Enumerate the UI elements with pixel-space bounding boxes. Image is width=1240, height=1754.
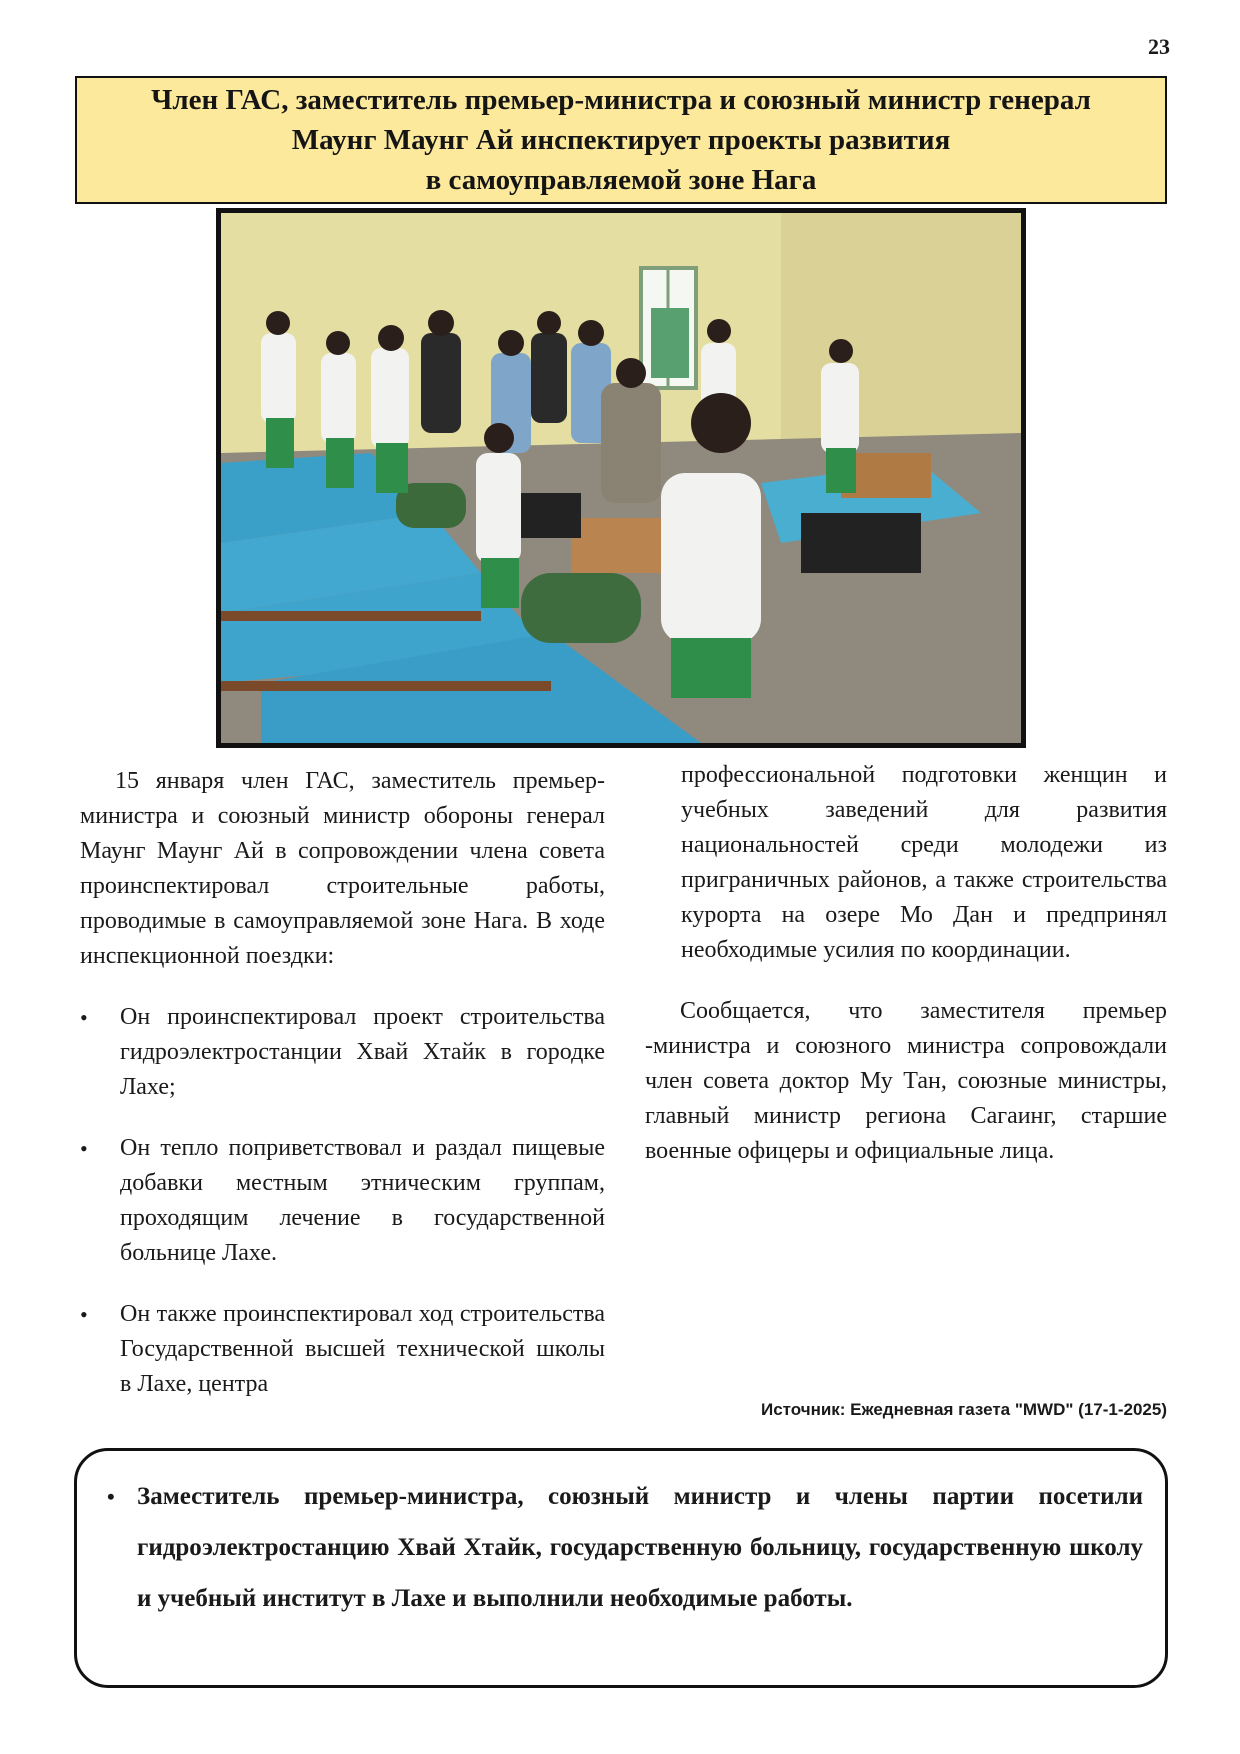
summary-bullet: • <box>107 1484 115 1509</box>
summary-item <box>97 1471 1143 1624</box>
source-citation: Источник: Ежедневная газета "MWD" (17-1-2025) <box>760 1400 1167 1419</box>
article-continuation: профессиональной подготовки женщин и учебных заведений для развития национальностей среди молодежи из приграничных районов, а также строительства курорта на озере Мо Дан и предпринял необходимые усилия по координации. <box>681 762 1167 963</box>
list-item: • Он также проинспектировал ход строительства Государственной высшей технической школы в Лахе, центра <box>80 1297 605 1402</box>
title-line-3: в самоуправляемой зоне Нага <box>425 164 817 196</box>
title-box <box>75 76 1167 204</box>
article-left-column <box>80 764 605 1402</box>
article-right-column <box>645 758 1167 1169</box>
article-photo <box>216 208 1026 748</box>
article-intro: 15 января член ГАС, заместитель премьер-министра и союзный министр обороны генерал Маунг Маунг Ай в сопровождении члена совета проинспектировал строительные работы, проводимые в самоуправляемой зоне Нага. В ходе инспекционной поездки: <box>80 768 605 969</box>
summary-box <box>74 1448 1168 1688</box>
article-closing: Сообщается, что заместителя премьер -министра и союзного министра сопровождали член совета доктор Му Тан, союзные министры, главный министр региона Сагаинг, старшие военные офицеры и официальные лица. <box>645 998 1167 1164</box>
inspection-list <box>80 1000 605 1402</box>
photo-illustration <box>221 213 1021 743</box>
summary-text: Заместитель премьер-министра, союзный министр и члены партии посетили гидроэлектростанцию Хвай Хтайк, государственную больницу, государственную школу и учебный институт в Лахе и выполнили необходимые работы. <box>137 1483 1143 1612</box>
list-item: • Он тепло поприветствовал и раздал пищевые добавки местным этническим группам, проходящим лечение в государственной больнице Лахе. <box>80 1131 605 1271</box>
title-line-2: Маунг Маунг Ай инспектирует проекты развития <box>291 124 951 156</box>
title-line-1: Член ГАС, заместитель премьер-министра и союзный министр генерал <box>151 84 1091 116</box>
page-number: 23 <box>1148 34 1170 59</box>
list-item: • Он проинспектировал проект строительства гидроэлектростанции Хвай Хтайк в городке Лахе; <box>80 1000 605 1105</box>
